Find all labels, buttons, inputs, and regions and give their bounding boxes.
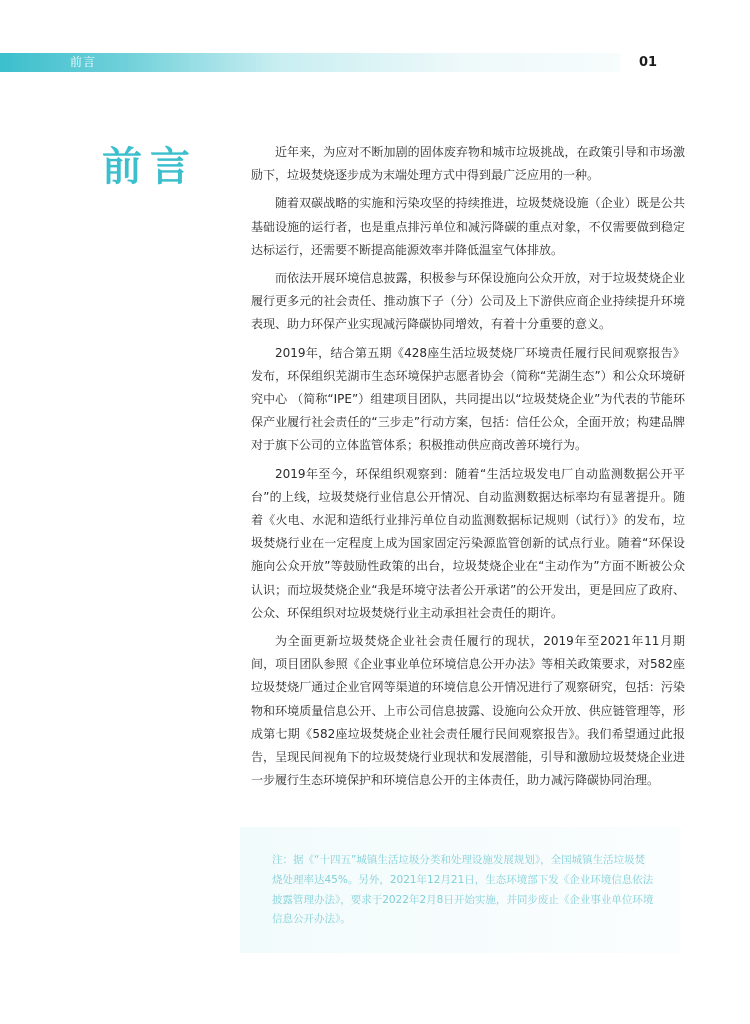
note-box [240,827,680,953]
page-number: 01 [639,55,658,70]
section-title: 前言 [102,144,198,190]
paragraph: 而依法开展环境信息披露，积极参与环保设施向公众开放，对于垃圾焚烧企业履行更多元的社会责任、推动旗下子（分）公司及上下游供应商企业持续提升环境表现、助力环保产业实现减污降碳协同增效，有着十分重要的意义。 [251,271,685,332]
header-section-label: 前言 [70,55,97,69]
paragraph: 随着双碳战略的实施和污染攻坚的持续推进，垃圾焚烧设施（企业）既是公共基础设施的运行者，也是重点排污单位和减污降碳的重点对象，不仅需要做到稳定达标运行，还需要不断提高能源效率并降低温室气体排放。 [251,196,685,257]
note-text: 注：据《“十四五”城镇生活垃圾分类和处理设施发展规划》，全国城镇生活垃圾焚烧处理率达45%。另外，2021年12月21日，生态环境部下发《企业环境信息依法披露管理办法》，要求于2022年2月8日开始实施，并同步废止《企业事业单位环境信息公开办法》。 [272,854,654,926]
body-text [251,141,685,797]
paragraph: 为全面更新垃圾焚烧企业社会责任履行的现状，2019年至2021年11月期间，项目团队参照《企业事业单位环境信息公开办法》等相关政策要求，对582座垃圾焚烧厂通过企业官网等渠道的环境信息公开情况进行了观察研究，包括：污染物和环境质量信息公开、上市公司信息披露、设施向公众开放、供应链管理等，形成第七期《582座垃圾焚烧企业社会责任履行民间观察报告》。我们希望通过此报告，呈现民间视角下的垃圾焚烧行业现状和发展潜能，引导和激励垃圾焚烧企业进一步履行生态环境保护和环境信息公开的主体责任，助力减污降碳协同治理。 [251,634,685,788]
paragraph: 2019年至今，环保组织观察到：随着“生活垃圾发电厂自动监测数据公开平台”的上线，垃圾焚烧行业信息公开情况、自动监测数据达标率均有显著提升。随着《火电、水泥和造纸行业排污单位自动监测数据标记规则（试行）》的发布，垃圾焚烧行业在一定程度上成为国家固定污染源监管创新的试点行业。随着“环保设施向公众开放”等鼓励性政策的出台，垃圾焚烧企业在“主动作为”方面不断被公众认识；而垃圾焚烧企业“我是环境守法者公开承诺”的公开发出，更是回应了政府、 公众、环保组织对垃圾焚烧行业主动承担社会责任的期许。 [251,466,685,620]
paragraph: 2019年，结合第五期《428座生活垃圾焚烧厂环境责任履行民间观察报告》发布，环保组织芜湖市生态环境保护志愿者协会（简称“芜湖生态”）和公众环境研究中心 （简称“IPE”）组建项目团队，共同提出以“垃圾焚烧企业”为代表的节能环保产业履行社会责任的“三步走”行动方案，包括：信任公众，全面开放；构建品牌对于旗下公司的立体监管体系；积极推动供应商改善环境行为。 [251,345,685,453]
paragraph: 近年来，为应对不断加剧的固体废弃物和城市垃圾挑战，在政策引导和市场激励下，垃圾焚烧逐步成为末端处理方式中得到最广泛应用的一种。 [251,145,685,183]
